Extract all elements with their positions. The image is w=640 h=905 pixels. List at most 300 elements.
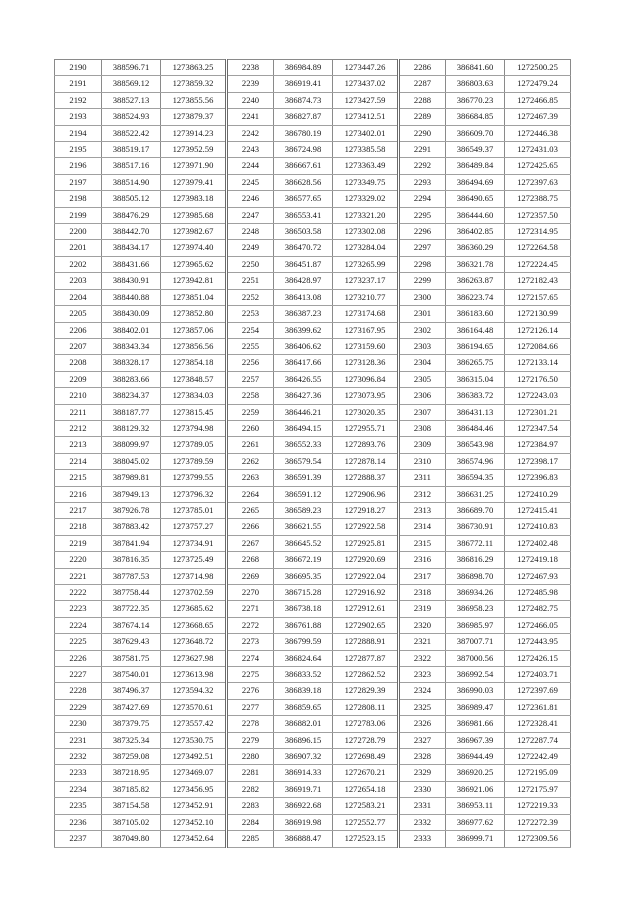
y-coordinate-cell: 1273174.68 <box>333 306 399 322</box>
y-coordinate-cell: 1273469.07 <box>161 765 227 781</box>
y-coordinate-cell: 1272912.61 <box>333 601 399 617</box>
y-coordinate-cell: 1272264.58 <box>505 240 571 256</box>
y-coordinate-cell: 1272287.74 <box>505 732 571 748</box>
point-number-cell: 2325 <box>399 699 446 715</box>
y-coordinate-cell: 1272328.41 <box>505 716 571 732</box>
point-number-cell: 2333 <box>399 831 446 847</box>
point-number-cell: 2227 <box>55 667 102 683</box>
point-number-cell: 2205 <box>55 306 102 322</box>
y-coordinate-cell: 1273725.49 <box>161 552 227 568</box>
table-row <box>55 601 571 617</box>
point-number-cell: 2272 <box>227 617 274 633</box>
point-number-cell: 2230 <box>55 716 102 732</box>
point-number-cell: 2196 <box>55 158 102 174</box>
point-number-cell: 2330 <box>399 781 446 797</box>
y-coordinate-cell: 1273856.56 <box>161 338 227 354</box>
point-number-cell: 2217 <box>55 502 102 518</box>
y-coordinate-cell: 1272403.71 <box>505 667 571 683</box>
y-coordinate-cell: 1273985.68 <box>161 207 227 223</box>
point-number-cell: 2331 <box>399 798 446 814</box>
x-coordinate-cell: 388430.91 <box>102 273 161 289</box>
point-number-cell: 2197 <box>55 174 102 190</box>
y-coordinate-cell: 1272410.29 <box>505 486 571 502</box>
x-coordinate-cell: 386444.60 <box>446 207 505 223</box>
y-coordinate-cell: 1272467.39 <box>505 109 571 125</box>
x-coordinate-cell: 386990.03 <box>446 683 505 699</box>
x-coordinate-cell: 387883.42 <box>102 519 161 535</box>
x-coordinate-cell: 388440.88 <box>102 289 161 305</box>
x-coordinate-cell: 386194.65 <box>446 338 505 354</box>
x-coordinate-cell: 388431.66 <box>102 256 161 272</box>
x-coordinate-cell: 386921.06 <box>446 781 505 797</box>
point-number-cell: 2324 <box>399 683 446 699</box>
y-coordinate-cell: 1272388.75 <box>505 191 571 207</box>
y-coordinate-cell: 1272133.14 <box>505 355 571 371</box>
point-number-cell: 2226 <box>55 650 102 666</box>
point-number-cell: 2294 <box>399 191 446 207</box>
x-coordinate-cell: 386494.15 <box>274 420 333 436</box>
x-coordinate-cell: 386715.28 <box>274 585 333 601</box>
point-number-cell: 2285 <box>227 831 274 847</box>
x-coordinate-cell: 386841.60 <box>446 60 505 76</box>
x-coordinate-cell: 386780.19 <box>274 125 333 141</box>
point-number-cell: 2288 <box>399 92 446 108</box>
x-coordinate-cell: 386577.65 <box>274 191 333 207</box>
y-coordinate-cell: 1272410.83 <box>505 519 571 535</box>
point-number-cell: 2269 <box>227 568 274 584</box>
point-number-cell: 2253 <box>227 306 274 322</box>
y-coordinate-cell: 1272219.33 <box>505 798 571 814</box>
point-number-cell: 2239 <box>227 76 274 92</box>
point-number-cell: 2266 <box>227 519 274 535</box>
x-coordinate-cell: 386645.52 <box>274 535 333 551</box>
x-coordinate-cell: 386552.33 <box>274 437 333 453</box>
y-coordinate-cell: 1272670.21 <box>333 765 399 781</box>
table-row <box>55 338 571 354</box>
y-coordinate-cell: 1272224.45 <box>505 256 571 272</box>
y-coordinate-cell: 1273702.59 <box>161 585 227 601</box>
point-number-cell: 2332 <box>399 814 446 830</box>
table-row <box>55 60 571 76</box>
table-row <box>55 420 571 436</box>
table-row <box>55 322 571 338</box>
x-coordinate-cell: 387379.75 <box>102 716 161 732</box>
x-coordinate-cell: 388569.12 <box>102 76 161 92</box>
x-coordinate-cell: 386406.62 <box>274 338 333 354</box>
y-coordinate-cell: 1273613.98 <box>161 667 227 683</box>
x-coordinate-cell: 386489.84 <box>446 158 505 174</box>
point-number-cell: 2192 <box>55 92 102 108</box>
y-coordinate-cell: 1273452.10 <box>161 814 227 830</box>
y-coordinate-cell: 1272396.83 <box>505 470 571 486</box>
point-number-cell: 2264 <box>227 486 274 502</box>
y-coordinate-cell: 1273648.72 <box>161 634 227 650</box>
point-number-cell: 2293 <box>399 174 446 190</box>
x-coordinate-cell: 386503.58 <box>274 224 333 240</box>
point-number-cell: 2241 <box>227 109 274 125</box>
x-coordinate-cell: 388402.01 <box>102 322 161 338</box>
x-coordinate-cell: 386907.32 <box>274 749 333 765</box>
point-number-cell: 2212 <box>55 420 102 436</box>
y-coordinate-cell: 1272272.39 <box>505 814 571 830</box>
y-coordinate-cell: 1272916.92 <box>333 585 399 601</box>
x-coordinate-cell: 388343.34 <box>102 338 161 354</box>
point-number-cell: 2291 <box>399 142 446 158</box>
x-coordinate-cell: 387185.82 <box>102 781 161 797</box>
x-coordinate-cell: 387722.35 <box>102 601 161 617</box>
x-coordinate-cell: 386816.29 <box>446 552 505 568</box>
point-number-cell: 2223 <box>55 601 102 617</box>
x-coordinate-cell: 386803.63 <box>446 76 505 92</box>
point-number-cell: 2238 <box>227 60 274 76</box>
y-coordinate-cell: 1273437.02 <box>333 76 399 92</box>
y-coordinate-cell: 1273859.32 <box>161 76 227 92</box>
y-coordinate-cell: 1273914.23 <box>161 125 227 141</box>
point-number-cell: 2233 <box>55 765 102 781</box>
y-coordinate-cell: 1272309.56 <box>505 831 571 847</box>
point-number-cell: 2275 <box>227 667 274 683</box>
point-number-cell: 2284 <box>227 814 274 830</box>
x-coordinate-cell: 386922.68 <box>274 798 333 814</box>
y-coordinate-cell: 1272426.15 <box>505 650 571 666</box>
y-coordinate-cell: 1273159.60 <box>333 338 399 354</box>
y-coordinate-cell: 1272920.69 <box>333 552 399 568</box>
point-number-cell: 2296 <box>399 224 446 240</box>
x-coordinate-cell: 386589.23 <box>274 502 333 518</box>
point-number-cell: 2243 <box>227 142 274 158</box>
x-coordinate-cell: 386490.65 <box>446 191 505 207</box>
y-coordinate-cell: 1272195.09 <box>505 765 571 781</box>
table-row <box>55 92 571 108</box>
x-coordinate-cell: 386724.98 <box>274 142 333 158</box>
x-coordinate-cell: 386898.70 <box>446 568 505 584</box>
y-coordinate-cell: 1273794.98 <box>161 420 227 436</box>
point-number-cell: 2251 <box>227 273 274 289</box>
x-coordinate-cell: 388129.32 <box>102 420 161 436</box>
x-coordinate-cell: 386494.69 <box>446 174 505 190</box>
point-number-cell: 2286 <box>399 60 446 76</box>
x-coordinate-cell: 386263.87 <box>446 273 505 289</box>
x-coordinate-cell: 386989.47 <box>446 699 505 715</box>
y-coordinate-cell: 1273789.05 <box>161 437 227 453</box>
point-number-cell: 2219 <box>55 535 102 551</box>
y-coordinate-cell: 1273210.77 <box>333 289 399 305</box>
x-coordinate-cell: 388527.13 <box>102 92 161 108</box>
point-number-cell: 2307 <box>399 404 446 420</box>
table-row <box>55 388 571 404</box>
x-coordinate-cell: 386383.72 <box>446 388 505 404</box>
y-coordinate-cell: 1273851.04 <box>161 289 227 305</box>
y-coordinate-cell: 1273848.57 <box>161 371 227 387</box>
x-coordinate-cell: 386574.96 <box>446 453 505 469</box>
y-coordinate-cell: 1273427.59 <box>333 92 399 108</box>
x-coordinate-cell: 386413.08 <box>274 289 333 305</box>
point-number-cell: 2225 <box>55 634 102 650</box>
x-coordinate-cell: 387105.02 <box>102 814 161 830</box>
x-coordinate-cell: 387007.71 <box>446 634 505 650</box>
y-coordinate-cell: 1273685.62 <box>161 601 227 617</box>
y-coordinate-cell: 1273796.32 <box>161 486 227 502</box>
table-row <box>55 486 571 502</box>
table-row <box>55 781 571 797</box>
table-row <box>55 519 571 535</box>
table-row <box>55 207 571 223</box>
point-number-cell: 2256 <box>227 355 274 371</box>
y-coordinate-cell: 1273714.98 <box>161 568 227 584</box>
point-number-cell: 2327 <box>399 732 446 748</box>
point-number-cell: 2235 <box>55 798 102 814</box>
x-coordinate-cell: 386761.88 <box>274 617 333 633</box>
y-coordinate-cell: 1272878.14 <box>333 453 399 469</box>
x-coordinate-cell: 388505.12 <box>102 191 161 207</box>
y-coordinate-cell: 1272176.50 <box>505 371 571 387</box>
point-number-cell: 2313 <box>399 502 446 518</box>
y-coordinate-cell: 1273452.64 <box>161 831 227 847</box>
point-number-cell: 2250 <box>227 256 274 272</box>
x-coordinate-cell: 387540.01 <box>102 667 161 683</box>
point-number-cell: 2193 <box>55 109 102 125</box>
point-number-cell: 2274 <box>227 650 274 666</box>
y-coordinate-cell: 1273452.91 <box>161 798 227 814</box>
y-coordinate-cell: 1272728.79 <box>333 732 399 748</box>
point-number-cell: 2222 <box>55 585 102 601</box>
point-number-cell: 2323 <box>399 667 446 683</box>
y-coordinate-cell: 1272384.97 <box>505 437 571 453</box>
table-row <box>55 568 571 584</box>
y-coordinate-cell: 1273447.26 <box>333 60 399 76</box>
y-coordinate-cell: 1272925.81 <box>333 535 399 551</box>
point-number-cell: 2306 <box>399 388 446 404</box>
point-number-cell: 2309 <box>399 437 446 453</box>
point-number-cell: 2312 <box>399 486 446 502</box>
x-coordinate-cell: 386417.66 <box>274 355 333 371</box>
y-coordinate-cell: 1273854.18 <box>161 355 227 371</box>
point-number-cell: 2326 <box>399 716 446 732</box>
x-coordinate-cell: 386896.15 <box>274 732 333 748</box>
x-coordinate-cell: 386827.87 <box>274 109 333 125</box>
table-row <box>55 306 571 322</box>
y-coordinate-cell: 1273402.01 <box>333 125 399 141</box>
point-number-cell: 2295 <box>399 207 446 223</box>
table-row <box>55 502 571 518</box>
x-coordinate-cell: 386672.19 <box>274 552 333 568</box>
y-coordinate-cell: 1273492.51 <box>161 749 227 765</box>
x-coordinate-cell: 388328.17 <box>102 355 161 371</box>
x-coordinate-cell: 386984.89 <box>274 60 333 76</box>
table-row <box>55 256 571 272</box>
y-coordinate-cell: 1273983.18 <box>161 191 227 207</box>
y-coordinate-cell: 1273965.62 <box>161 256 227 272</box>
x-coordinate-cell: 386543.98 <box>446 437 505 453</box>
point-number-cell: 2215 <box>55 470 102 486</box>
y-coordinate-cell: 1273942.81 <box>161 273 227 289</box>
table-row <box>55 224 571 240</box>
point-number-cell: 2276 <box>227 683 274 699</box>
y-coordinate-cell: 1272893.76 <box>333 437 399 453</box>
y-coordinate-cell: 1272552.77 <box>333 814 399 830</box>
point-number-cell: 2281 <box>227 765 274 781</box>
point-number-cell: 2304 <box>399 355 446 371</box>
x-coordinate-cell: 387758.44 <box>102 585 161 601</box>
y-coordinate-cell: 1273363.49 <box>333 158 399 174</box>
point-number-cell: 2198 <box>55 191 102 207</box>
x-coordinate-cell: 388234.37 <box>102 388 161 404</box>
y-coordinate-cell: 1273073.95 <box>333 388 399 404</box>
point-number-cell: 2211 <box>55 404 102 420</box>
x-coordinate-cell: 386591.39 <box>274 470 333 486</box>
y-coordinate-cell: 1273096.84 <box>333 371 399 387</box>
x-coordinate-cell: 387581.75 <box>102 650 161 666</box>
x-coordinate-cell: 386944.49 <box>446 749 505 765</box>
y-coordinate-cell: 1272523.15 <box>333 831 399 847</box>
point-number-cell: 2300 <box>399 289 446 305</box>
x-coordinate-cell: 386888.47 <box>274 831 333 847</box>
table-row <box>55 667 571 683</box>
y-coordinate-cell: 1272175.97 <box>505 781 571 797</box>
y-coordinate-cell: 1272182.43 <box>505 273 571 289</box>
table-row <box>55 174 571 190</box>
y-coordinate-cell: 1273734.91 <box>161 535 227 551</box>
x-coordinate-cell: 386977.62 <box>446 814 505 830</box>
point-number-cell: 2320 <box>399 617 446 633</box>
point-number-cell: 2283 <box>227 798 274 814</box>
point-number-cell: 2245 <box>227 174 274 190</box>
y-coordinate-cell: 1272242.49 <box>505 749 571 765</box>
y-coordinate-cell: 1272130.99 <box>505 306 571 322</box>
point-number-cell: 2302 <box>399 322 446 338</box>
point-number-cell: 2317 <box>399 568 446 584</box>
point-number-cell: 2202 <box>55 256 102 272</box>
point-number-cell: 2221 <box>55 568 102 584</box>
table-row <box>55 158 571 174</box>
y-coordinate-cell: 1273385.58 <box>333 142 399 158</box>
y-coordinate-cell: 1272402.48 <box>505 535 571 551</box>
point-number-cell: 2246 <box>227 191 274 207</box>
y-coordinate-cell: 1272654.18 <box>333 781 399 797</box>
x-coordinate-cell: 387949.13 <box>102 486 161 502</box>
table-row <box>55 585 571 601</box>
table-row <box>55 749 571 765</box>
x-coordinate-cell: 386967.39 <box>446 732 505 748</box>
y-coordinate-cell: 1272862.52 <box>333 667 399 683</box>
point-number-cell: 2208 <box>55 355 102 371</box>
y-coordinate-cell: 1273863.25 <box>161 60 227 76</box>
x-coordinate-cell: 386446.21 <box>274 404 333 420</box>
y-coordinate-cell: 1272347.54 <box>505 420 571 436</box>
point-number-cell: 2244 <box>227 158 274 174</box>
point-number-cell: 2277 <box>227 699 274 715</box>
y-coordinate-cell: 1272479.24 <box>505 76 571 92</box>
x-coordinate-cell: 388522.42 <box>102 125 161 141</box>
point-number-cell: 2262 <box>227 453 274 469</box>
x-coordinate-cell: 386609.70 <box>446 125 505 141</box>
x-coordinate-cell: 387816.35 <box>102 552 161 568</box>
x-coordinate-cell: 386992.54 <box>446 667 505 683</box>
x-coordinate-cell: 386667.61 <box>274 158 333 174</box>
y-coordinate-cell: 1272425.65 <box>505 158 571 174</box>
y-coordinate-cell: 1272431.03 <box>505 142 571 158</box>
y-coordinate-cell: 1272157.65 <box>505 289 571 305</box>
point-number-cell: 2289 <box>399 109 446 125</box>
y-coordinate-cell: 1272500.25 <box>505 60 571 76</box>
x-coordinate-cell: 386730.91 <box>446 519 505 535</box>
y-coordinate-cell: 1272888.37 <box>333 470 399 486</box>
y-coordinate-cell: 1272783.06 <box>333 716 399 732</box>
y-coordinate-cell: 1272485.98 <box>505 585 571 601</box>
point-number-cell: 2257 <box>227 371 274 387</box>
x-coordinate-cell: 386839.18 <box>274 683 333 699</box>
y-coordinate-cell: 1273128.36 <box>333 355 399 371</box>
table-row <box>55 798 571 814</box>
y-coordinate-cell: 1273852.80 <box>161 306 227 322</box>
y-coordinate-cell: 1273530.75 <box>161 732 227 748</box>
point-number-cell: 2299 <box>399 273 446 289</box>
y-coordinate-cell: 1273979.41 <box>161 174 227 190</box>
y-coordinate-cell: 1272482.75 <box>505 601 571 617</box>
point-number-cell: 2229 <box>55 699 102 715</box>
point-number-cell: 2265 <box>227 502 274 518</box>
x-coordinate-cell: 386470.72 <box>274 240 333 256</box>
point-number-cell: 2232 <box>55 749 102 765</box>
x-coordinate-cell: 386431.13 <box>446 404 505 420</box>
y-coordinate-cell: 1272466.05 <box>505 617 571 633</box>
table-row <box>55 437 571 453</box>
point-number-cell: 2282 <box>227 781 274 797</box>
x-coordinate-cell: 386999.71 <box>446 831 505 847</box>
x-coordinate-cell: 388430.09 <box>102 306 161 322</box>
y-coordinate-cell: 1272955.71 <box>333 420 399 436</box>
point-number-cell: 2279 <box>227 732 274 748</box>
point-number-cell: 2240 <box>227 92 274 108</box>
x-coordinate-cell: 386772.11 <box>446 535 505 551</box>
point-number-cell: 2216 <box>55 486 102 502</box>
x-coordinate-cell: 388442.70 <box>102 224 161 240</box>
x-coordinate-cell: 387926.78 <box>102 502 161 518</box>
point-number-cell: 2297 <box>399 240 446 256</box>
point-number-cell: 2329 <box>399 765 446 781</box>
x-coordinate-cell: 386874.73 <box>274 92 333 108</box>
point-number-cell: 2203 <box>55 273 102 289</box>
point-number-cell: 2210 <box>55 388 102 404</box>
point-number-cell: 2195 <box>55 142 102 158</box>
point-number-cell: 2322 <box>399 650 446 666</box>
table-row <box>55 699 571 715</box>
point-number-cell: 2260 <box>227 420 274 436</box>
x-coordinate-cell: 386953.11 <box>446 798 505 814</box>
y-coordinate-cell: 1273799.55 <box>161 470 227 486</box>
y-coordinate-cell: 1273329.02 <box>333 191 399 207</box>
x-coordinate-cell: 386631.25 <box>446 486 505 502</box>
y-coordinate-cell: 1273757.27 <box>161 519 227 535</box>
y-coordinate-cell: 1272301.21 <box>505 404 571 420</box>
table-row <box>55 535 571 551</box>
x-coordinate-cell: 386919.71 <box>274 781 333 797</box>
y-coordinate-cell: 1272583.21 <box>333 798 399 814</box>
y-coordinate-cell: 1273982.67 <box>161 224 227 240</box>
point-number-cell: 2280 <box>227 749 274 765</box>
x-coordinate-cell: 386451.87 <box>274 256 333 272</box>
table-row <box>55 289 571 305</box>
x-coordinate-cell: 386824.64 <box>274 650 333 666</box>
y-coordinate-cell: 1272922.58 <box>333 519 399 535</box>
point-number-cell: 2242 <box>227 125 274 141</box>
point-number-cell: 2259 <box>227 404 274 420</box>
x-coordinate-cell: 386920.25 <box>446 765 505 781</box>
x-coordinate-cell: 386594.35 <box>446 470 505 486</box>
x-coordinate-cell: 386684.85 <box>446 109 505 125</box>
y-coordinate-cell: 1272398.17 <box>505 453 571 469</box>
table-row <box>55 273 571 289</box>
